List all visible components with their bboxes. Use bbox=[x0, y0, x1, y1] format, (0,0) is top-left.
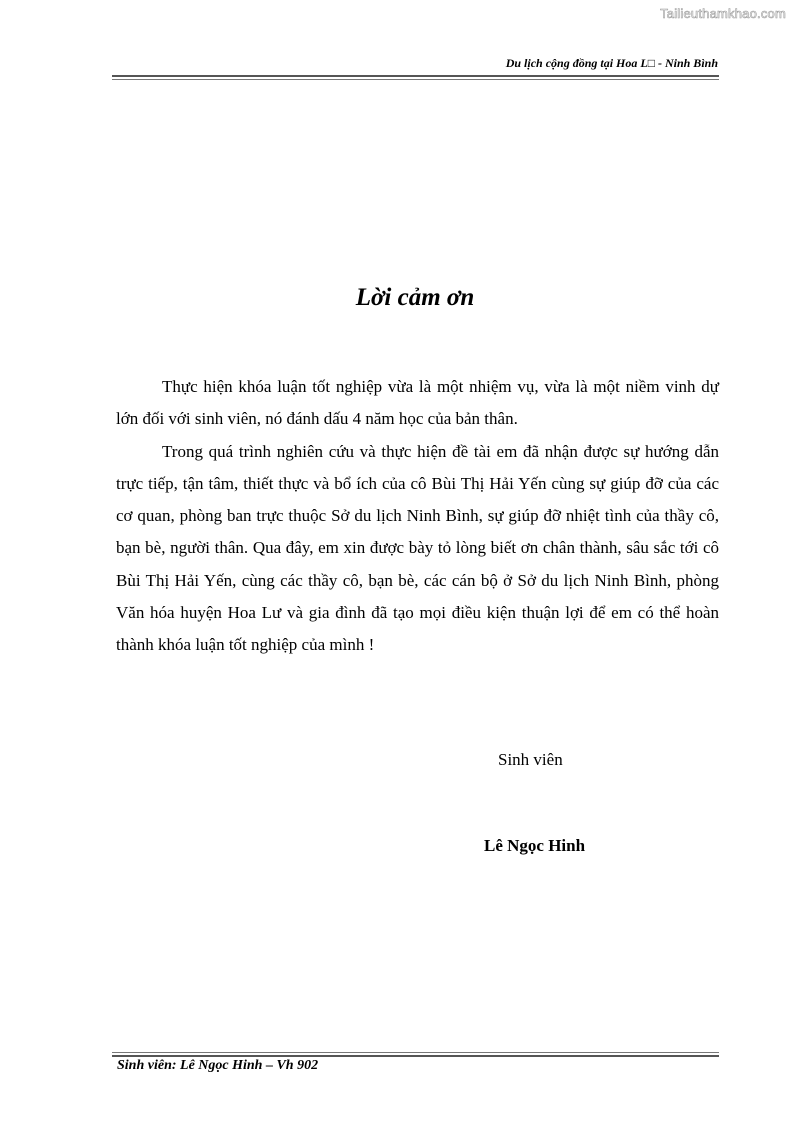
footer-divider-thin bbox=[112, 1052, 719, 1053]
signer-name: Lê Ngọc Hinh bbox=[484, 836, 586, 855]
paragraph-2: Trong quá trình nghiên cứu và thực hiện đề tài em đã nhận được sự hướng dẫn trực tiếp, tận tâm, thiết thực và bổ ích của cô Bùi Thị Hải Yến cùng sự giúp đỡ của các cơ quan, phòng ban trực thuộc Sở du lịch Ninh Bình, sự giúp đỡ nhiệt tình của thầy cô, bạn bè, người thân. Qua đây, em xin được bày tỏ lòng biết ơn chân thành, sâu sắc tới cô Bùi Thị Hải Yến, cùng các thầy cô, bạn bè, các cán bộ ở Sở du lịch Ninh Bình, phòng Văn hóa huyện Hoa Lư và gia đình đã tạo mọi điều kiện thuận lợi để em có thể hoàn thành khóa luận tốt nghiệp của mình ! bbox=[116, 441, 719, 655]
body-text bbox=[116, 371, 719, 662]
header-divider-thin bbox=[112, 79, 719, 80]
page-title: Lời cảm ơn bbox=[355, 284, 475, 311]
footer-text: Sinh viên: Lê Ngọc Hinh – Vh 902 bbox=[117, 1058, 319, 1073]
header-divider bbox=[112, 75, 719, 77]
signer-label: Sinh viên bbox=[498, 750, 563, 769]
running-header-title: Du lịch cộng đồng tại Hoa L□ - Ninh Bình bbox=[505, 56, 718, 70]
paragraph-1: Thực hiện khóa luận tốt nghiệp vừa là một nhiệm vụ, vừa là một niềm vinh dự lớn đối với sinh viên, nó đánh dấu 4 năm học của bản thân. bbox=[116, 377, 719, 429]
footer-divider bbox=[112, 1055, 719, 1057]
watermark-text: Tailieuthamkhao.com bbox=[660, 6, 786, 21]
